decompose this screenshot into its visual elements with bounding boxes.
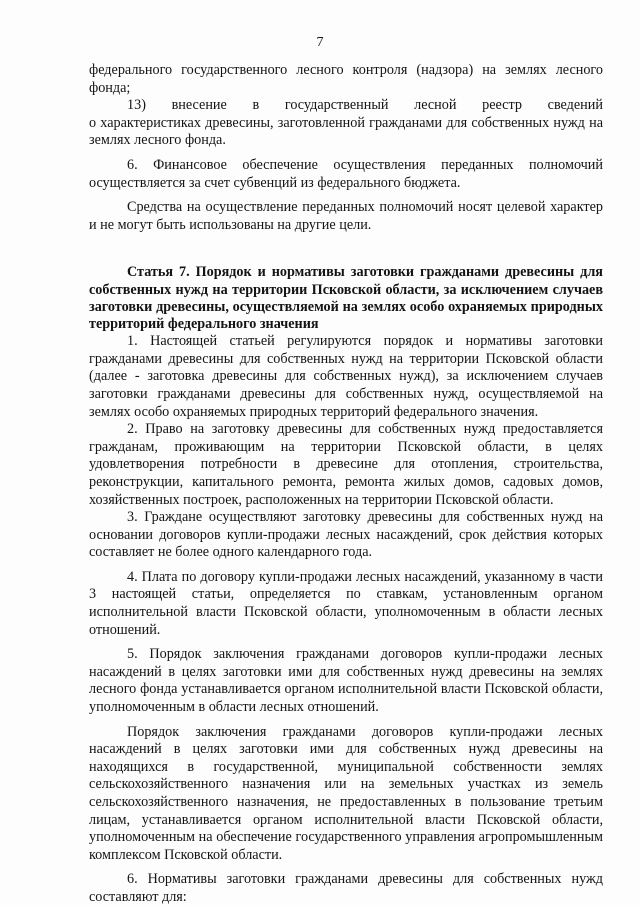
word: в	[252, 97, 260, 114]
word: государственный	[284, 97, 389, 114]
paragraph-section-6: 6. Нормативы заготовки гражданами древесины для собственных нужд составляют для:	[89, 871, 603, 905]
word: сведений	[547, 97, 603, 114]
paragraph-section-5: 5. Порядок заключения гражданами договоров купли-продажи лесных насаждений в целях заготовки ими для собственных нужд древесины на землях лесного фонда устанавливается органом исполнительной власти Псковской области, уполномоченным в области лесных отношений.	[89, 646, 603, 716]
paragraph-continuation: федерального государственного лесного контроля (надзора) на землях лесного фонда;	[89, 62, 603, 96]
paragraph-section-1: 1. Настоящей статьей регулируются порядок и нормативы заготовки гражданами древесины для собственных нужд на территории Псковской области (далее - заготовка древесины для собственных нужд), за исключением случаев заготовки гражданами древесины для собственных нужд, осуществляемой на землях особо охраняемых природных территорий федерального значения.	[89, 333, 603, 420]
paragraph-section-3: 3. Граждане осуществляют заготовку древесины для собственных нужд на основании договоров купли-продажи лесных насаждений, срок действия которых составляет не более одного календарного года.	[89, 509, 603, 561]
document-body	[89, 62, 603, 907]
paragraph-financing: 6. Финансовое обеспечение осуществления переданных полномочий осуществляется за счет субвенций из федерального бюджета.	[89, 156, 603, 191]
word: внесение	[171, 97, 227, 114]
word: лесной	[414, 97, 457, 114]
page-number: 7	[316, 35, 324, 50]
paragraph-item-13-first-line	[89, 97, 603, 115]
word: реестр	[482, 97, 522, 114]
article-heading: Статья 7. Порядок и нормативы заготовки гражданами древесины для собственных нужд на территории Псковской области, за исключением случаев заготовки древесины, осуществляемой на землях особо охраняемых природных территорий федерального значения	[89, 264, 603, 332]
paragraph-section-4: 4. Плата по договору купли-продажи лесных насаждений, указанному в части 3 настоящей статьи, определяется по ставкам, установленным органом исполнительной власти Псковской области, уполномоченным в области лесных отношений.	[89, 568, 603, 638]
paragraph-item-13-rest: о характеристиках древесины, заготовленной гражданами для собственных нужд на землях лесного фонда.	[89, 114, 603, 149]
paragraph-section-2: 2. Право на заготовку древесины для собственных нужд предоставляется гражданам, проживающим на территории Псковской области, в целях удовлетворения потребности в древесине для отопления, строительства, реконструкции, капитального ремонта, ремонта жилых домов, садовых домов, хозяйственных построек, расположенных на территории Псковской области.	[89, 421, 603, 508]
word: 13)	[127, 97, 146, 114]
paragraph-funds: Средства на осуществление переданных полномочий носят целевой характер и не могут быть использованы на другие цели.	[89, 199, 603, 233]
paragraph-section-5-continued: Порядок заключения гражданами договоров купли-продажи лесных насаждений в целях заготовки ими для собственных нужд древесины на находящихся в государственной, муниципальной собственности землях сельскохозяйственного назначения или на земельных участках из земель сельскохозяйственного назначения, не предоставленных в пользование третьим лицам, устанавливается органом исполнительной власти Псковской области, уполномоченным на обеспечение государственного управления агропромышленным комплексом Псковской области.	[89, 723, 603, 863]
